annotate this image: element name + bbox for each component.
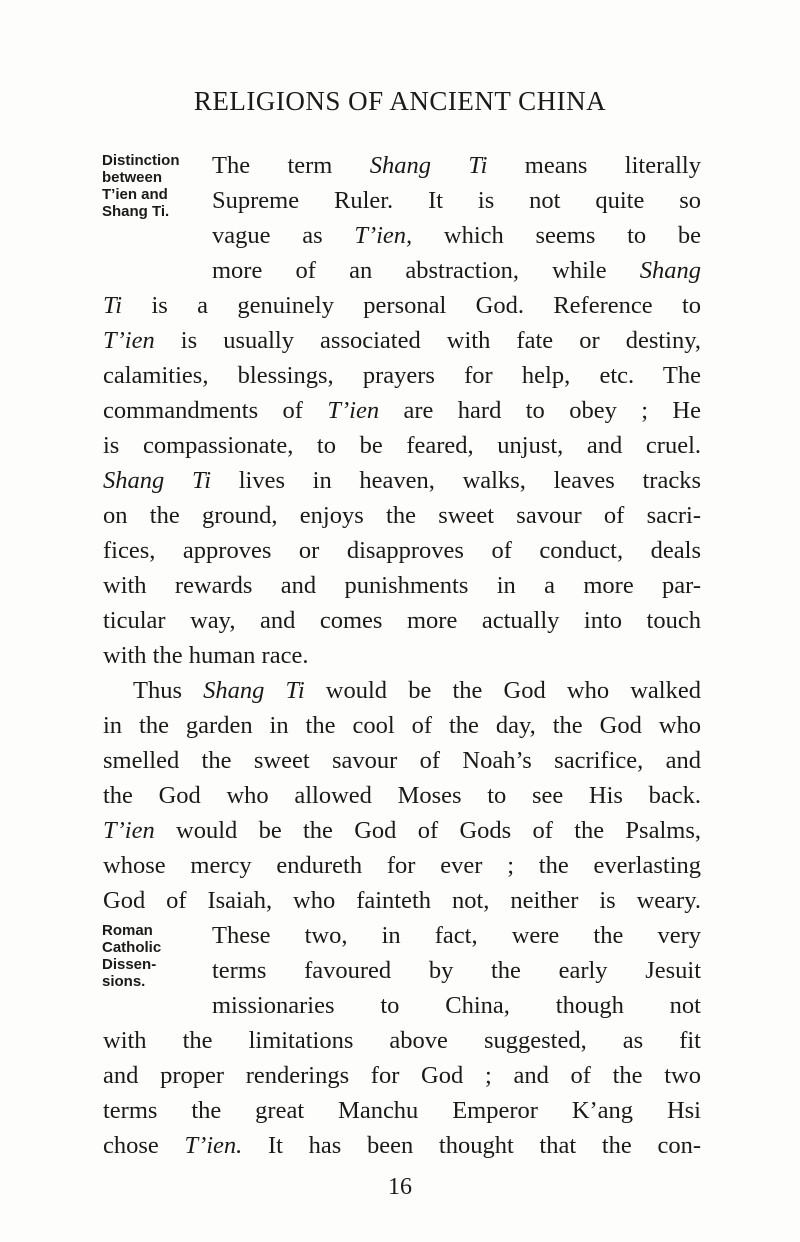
italic-term: T’ien	[327, 397, 380, 424]
text-line	[103, 360, 701, 392]
text-line	[103, 815, 701, 847]
italic-term: T’ien	[103, 817, 155, 844]
text-segment: with the limitations above suggested, as fit	[103, 1027, 701, 1054]
margin-note-line: sions.	[102, 973, 146, 990]
text-line	[212, 220, 701, 252]
text-segment: means literally	[487, 152, 701, 179]
text-segment: terms the great Manchu Emperor K’ang Hsi	[103, 1097, 701, 1124]
text-segment: is compassionate, to be feared, unjust, and cruel.	[103, 432, 701, 459]
text-segment: on the ground, enjoys the sweet savour of sacri-	[103, 502, 701, 529]
text-segment: vague as	[212, 222, 355, 249]
text-segment: missionaries to China, though not	[212, 992, 701, 1019]
margin-note-line: Roman	[102, 922, 153, 939]
text-segment: lives in heaven, walks, leaves tracks	[211, 467, 701, 494]
text-line	[103, 1095, 701, 1127]
text-segment: which seems to be	[412, 222, 701, 249]
margin-note	[102, 922, 206, 990]
text-segment: and proper renderings for God ; and of the two	[103, 1062, 701, 1089]
text-line	[103, 850, 701, 882]
text-line	[103, 535, 701, 567]
margin-note-line: Distinction	[102, 152, 180, 169]
text-segment: would be the God who walked	[304, 677, 701, 704]
text-line	[212, 920, 701, 952]
italic-term: T’ien,	[354, 222, 413, 249]
text-line	[133, 675, 701, 707]
text-line	[103, 745, 701, 777]
text-segment: fices, approves or disapproves of conduct, deals	[103, 537, 701, 564]
text-segment: in the garden in the cool of the day, the God who	[103, 712, 701, 739]
text-line	[212, 150, 701, 182]
text-line	[103, 1130, 701, 1162]
text-line	[103, 430, 701, 462]
text-segment: are hard to obey ; He	[379, 397, 701, 424]
running-header: RELIGIONS OF ANCIENT CHINA	[193, 86, 607, 116]
text-line	[103, 395, 701, 427]
italic-term: T’ien	[103, 327, 155, 354]
text-segment: would be the God of Gods of the Psalms,	[154, 817, 701, 844]
text-segment: calamities, blessings, prayers for help, etc. The	[103, 362, 701, 389]
text-segment: terms favoured by the early Jesuit	[212, 957, 701, 984]
text-segment: with the human race.	[103, 642, 309, 669]
margin-note-line: Dissen-	[102, 956, 157, 973]
text-line	[103, 605, 701, 637]
text-line	[103, 1025, 701, 1057]
text-segment: smelled the sweet savour of Noah’s sacrifice, and	[103, 747, 701, 774]
text-line	[103, 570, 701, 602]
margin-note-line: Catholic	[102, 939, 162, 956]
text-line	[103, 325, 701, 357]
text-segment: These two, in fact, were the very	[212, 922, 701, 949]
text-segment: more of an abstraction, while	[212, 257, 640, 284]
text-line	[103, 780, 701, 812]
text-segment: commandments of	[103, 397, 328, 424]
text-segment: God of Isaiah, who fainteth not, neither is weary.	[103, 887, 701, 914]
text-segment: The term	[212, 152, 370, 179]
margin-note-line: between	[102, 169, 163, 186]
margin-note-line: Shang Ti.	[102, 203, 170, 220]
text-line	[212, 255, 701, 287]
italic-term: Shang Ti	[369, 152, 488, 179]
text-segment: It has been thought that the con-	[242, 1132, 701, 1159]
margin-note	[102, 152, 206, 220]
text-segment: ticular way, and comes more actually into touch	[103, 607, 701, 634]
text-line	[103, 290, 701, 322]
text-segment: whose mercy endureth for ever ; the everlasting	[103, 852, 701, 879]
text-line	[212, 185, 701, 217]
italic-term: Ti	[103, 292, 123, 319]
italic-term: Shang	[639, 257, 701, 284]
text-line	[103, 1060, 701, 1092]
text-segment: is usually associated with fate or destiny,	[154, 327, 701, 354]
text-segment: is a genuinely personal God. Reference to	[122, 292, 701, 319]
text-line	[212, 955, 701, 987]
text-segment: Supreme Ruler. It is not quite so	[212, 187, 701, 214]
italic-term: T’ien.	[184, 1132, 243, 1159]
text-segment: Thus	[133, 677, 204, 704]
margin-note-line: T’ien and	[102, 186, 168, 203]
text-line	[103, 640, 701, 672]
page-number: 16	[388, 1174, 412, 1200]
italic-term: Shang Ti	[203, 677, 305, 704]
text-line	[212, 990, 701, 1022]
text-line	[103, 710, 701, 742]
text-segment: the God who allowed Moses to see His back.	[103, 782, 701, 809]
text-line	[103, 500, 701, 532]
text-line	[103, 465, 701, 497]
text-line	[103, 885, 701, 917]
italic-term: Shang Ti	[103, 467, 212, 494]
text-segment: chose	[103, 1132, 185, 1159]
text-segment: with rewards and punishments in a more par-	[103, 572, 701, 599]
